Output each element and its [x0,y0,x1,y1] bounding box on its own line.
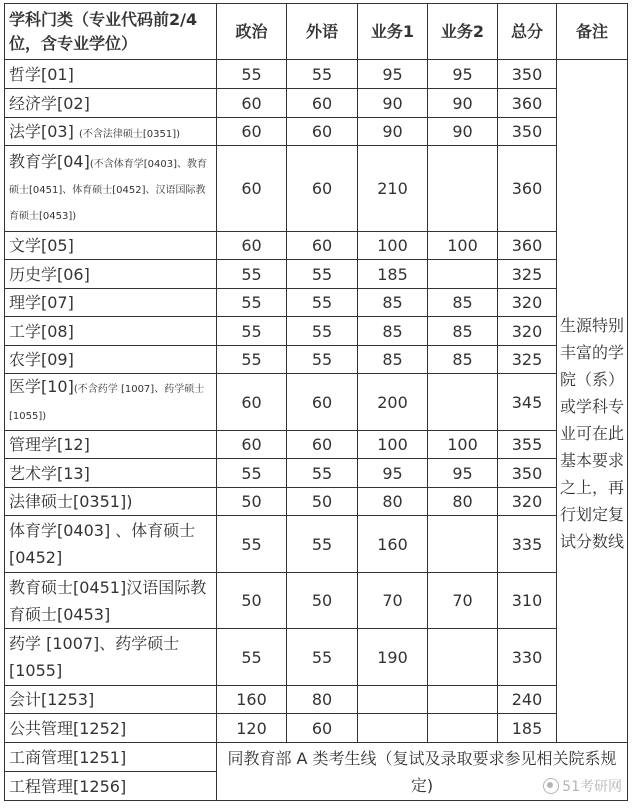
cell-total: 310 [498,573,557,629]
cell-total: 335 [498,516,557,573]
header-politics: 政治 [217,4,287,60]
cell-subject2 [428,146,498,232]
cell-subject2: 80 [428,488,498,516]
cell-total: 330 [498,629,557,686]
cell-foreign: 55 [287,459,358,488]
table-row [5,89,628,118]
table-row [5,516,628,573]
cell-total: 350 [498,60,557,89]
cell-politics: 55 [217,346,287,374]
cell-foreign: 55 [287,260,358,289]
cell-foreign: 60 [287,374,358,431]
table-row [5,629,628,686]
cell-total: 360 [498,146,557,232]
table-row [5,374,628,431]
table-row [5,118,628,146]
header-subject1: 业务1 [358,4,428,60]
table-row [5,743,628,772]
row-category: 教育学[04](不含体育学[0403]、教育硕士[0451]、体育硕士[0452]、汉语国际教育硕士[0453]) [5,146,217,232]
table-row [5,459,628,488]
cell-subject1: 80 [358,488,428,516]
table-row [5,260,628,289]
cell-foreign: 55 [287,289,358,317]
cell-subject1: 100 [358,232,428,260]
cell-subject2: 100 [428,431,498,459]
watermark-text: 51考研网 [562,779,622,795]
cell-politics: 120 [217,714,287,743]
row-category: 经济学[02] [5,89,217,118]
cell-politics: 55 [217,516,287,573]
table-row [5,346,628,374]
row-note: (不含药学 [1007]、药学硕士[1055]) [9,384,205,422]
cell-foreign: 55 [287,60,358,89]
cell-foreign: 50 [287,573,358,629]
cell-subject2 [428,260,498,289]
cell-subject1: 200 [358,374,428,431]
cell-subject2 [428,714,498,743]
cell-subject1: 85 [358,317,428,346]
cell-subject2: 90 [428,89,498,118]
row-category: 法律硕士[0351]) [5,488,217,516]
cell-subject1: 95 [358,459,428,488]
cell-politics: 55 [217,317,287,346]
cell-total: 360 [498,232,557,260]
watermark-icon [543,778,559,794]
cell-subject1 [358,714,428,743]
header-remark: 备注 [557,4,628,60]
cell-total: 325 [498,260,557,289]
cell-subject1: 100 [358,431,428,459]
cell-foreign: 60 [287,118,358,146]
table-row [5,289,628,317]
cell-politics: 50 [217,488,287,516]
cell-foreign: 55 [287,317,358,346]
row-category: 体育学[0403] 、体育硕士[0452] [5,516,217,573]
header-subject2: 业务2 [428,4,498,60]
cell-foreign: 60 [287,146,358,232]
cell-subject1: 185 [358,260,428,289]
cell-subject2: 85 [428,346,498,374]
merged-note-cell: 同教育部 A 类考生线（复试及录取要求参见相关院系规定) [217,743,628,801]
cell-politics: 55 [217,629,287,686]
cell-total: 350 [498,118,557,146]
header-row [5,4,628,60]
cell-subject2 [428,686,498,714]
cell-foreign: 60 [287,89,358,118]
row-category: 管理学[12] [5,431,217,459]
cell-foreign: 60 [287,714,358,743]
header-category: 学科门类（专业代码前2/4位，含专业学位） [5,4,217,60]
table-row [5,686,628,714]
cell-total: 320 [498,289,557,317]
cell-foreign: 60 [287,232,358,260]
row-category: 艺术学[13] [5,459,217,488]
cell-politics: 60 [217,118,287,146]
cell-foreign: 80 [287,686,358,714]
row-note: (不含法律硕士[0351]) [78,129,181,140]
cell-politics: 55 [217,459,287,488]
cell-politics: 60 [217,431,287,459]
row-category: 药学 [1007]、药学硕士[1055] [5,629,217,686]
remark-cell [557,60,628,743]
cell-politics: 55 [217,260,287,289]
cell-subject1: 190 [358,629,428,686]
cell-subject2: 85 [428,289,498,317]
cell-subject2 [428,629,498,686]
cell-politics: 55 [217,60,287,89]
cell-politics: 60 [217,374,287,431]
header-total: 总分 [498,4,557,60]
cell-foreign: 60 [287,431,358,459]
cell-subject1: 90 [358,118,428,146]
row-category: 文学[05] [5,232,217,260]
cell-politics: 160 [217,686,287,714]
score-table [4,3,628,801]
row-category: 工学[08] [5,317,217,346]
cell-foreign: 55 [287,346,358,374]
cell-total: 345 [498,374,557,431]
cell-subject1: 85 [358,346,428,374]
cell-subject1: 90 [358,89,428,118]
cell-total: 240 [498,686,557,714]
cell-foreign: 55 [287,516,358,573]
cell-subject2: 95 [428,60,498,89]
table-row [5,573,628,629]
cell-subject2 [428,374,498,431]
row-note: (不含体育学[0403]、教育硕士[0451]、体育硕士[0452]、汉语国际教育硕士[0453]) [9,158,208,222]
cell-total: 320 [498,488,557,516]
row-category: 理学[07] [5,289,217,317]
header-foreign: 外语 [287,4,358,60]
cell-foreign: 50 [287,488,358,516]
cell-politics: 50 [217,573,287,629]
table-row [5,60,628,89]
cell-politics: 60 [217,232,287,260]
cell-total: 320 [498,317,557,346]
row-category: 哲学[01] [5,60,217,89]
table-row [5,146,628,232]
cell-foreign: 55 [287,629,358,686]
cell-subject2: 70 [428,573,498,629]
remark-text: 生源特别丰富的学院（系）或学科专业可在此基本要求之上，再行划定复试分数线 [559,315,624,551]
cell-politics: 55 [217,289,287,317]
watermark [543,776,622,796]
cell-subject1: 160 [358,516,428,573]
cell-subject2 [428,516,498,573]
cell-subject1: 85 [358,289,428,317]
row-category: 会计[1253] [5,686,217,714]
cell-total: 350 [498,459,557,488]
row-category: 工程管理[1256] [5,772,217,801]
row-category: 农学[09] [5,346,217,374]
cell-subject2: 95 [428,459,498,488]
table-row [5,431,628,459]
cell-subject1: 70 [358,573,428,629]
row-category: 工商管理[1251] [5,743,217,772]
row-category: 教育硕士[0451]汉语国际教育硕士[0453] [5,573,217,629]
table-row [5,317,628,346]
table-row [5,714,628,743]
cell-politics: 60 [217,146,287,232]
cell-subject2: 100 [428,232,498,260]
cell-politics: 60 [217,89,287,118]
cell-subject1: 95 [358,60,428,89]
cell-total: 185 [498,714,557,743]
cell-total: 325 [498,346,557,374]
row-category: 法学[03] (不含法律硕士[0351]) [5,118,217,146]
cell-total: 355 [498,431,557,459]
table-row [5,232,628,260]
row-category: 医学[10](不含药学 [1007]、药学硕士[1055]) [5,374,217,431]
cell-subject1: 210 [358,146,428,232]
row-category: 历史学[06] [5,260,217,289]
row-category: 公共管理[1252] [5,714,217,743]
cell-subject1 [358,686,428,714]
table-row [5,488,628,516]
cell-subject2: 90 [428,118,498,146]
cell-subject2: 85 [428,317,498,346]
cell-total: 360 [498,89,557,118]
